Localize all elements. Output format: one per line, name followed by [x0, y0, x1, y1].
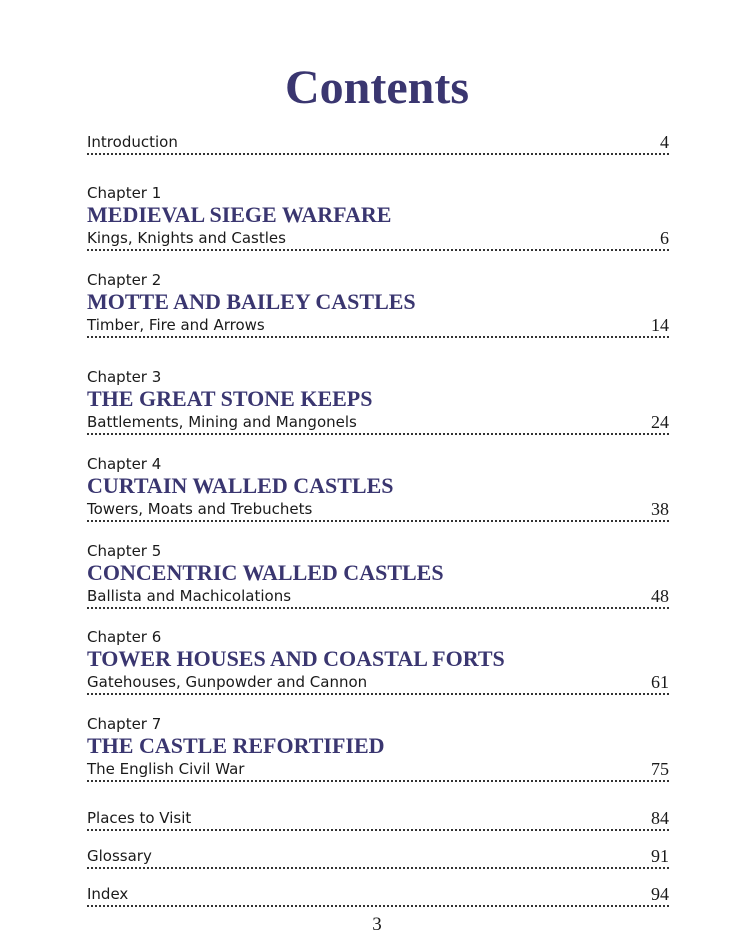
page-number: 94: [651, 884, 669, 904]
entry-label: Introduction: [87, 133, 178, 151]
page-number: 4: [660, 132, 669, 152]
toc-entry-chapter-7[interactable]: [87, 715, 669, 782]
chapter-title: THE GREAT STONE KEEPS: [87, 386, 373, 411]
chapter-title: TOWER HOUSES AND COASTAL FORTS: [87, 646, 505, 671]
chapter-subtitle: Kings, Knights and Castles: [87, 229, 286, 247]
toc-line: [87, 883, 669, 907]
toc-line: [87, 227, 669, 251]
toc-entry-places-to-visit[interactable]: [87, 807, 669, 831]
toc-entry-glossary[interactable]: [87, 845, 669, 869]
chapter-subtitle: Timber, Fire and Arrows: [87, 316, 265, 334]
page-number: 91: [651, 846, 669, 866]
chapter-subtitle: The English Civil War: [87, 760, 245, 778]
toc-line: [87, 498, 669, 522]
toc-entry-chapter-3[interactable]: [87, 368, 669, 435]
page-number: 75: [651, 759, 669, 779]
chapter-subtitle: Battlements, Mining and Mangonels: [87, 413, 357, 431]
chapter-label: Chapter 4: [87, 455, 162, 473]
toc-entry-chapter-6[interactable]: [87, 628, 669, 695]
toc-line: [87, 314, 669, 338]
chapter-title: MEDIEVAL SIEGE WARFARE: [87, 202, 392, 227]
chapter-label: Chapter 7: [87, 715, 162, 733]
toc-line: [87, 845, 669, 869]
page-number: 84: [651, 808, 669, 828]
entry-label: Index: [87, 885, 129, 903]
chapter-subtitle: Towers, Moats and Trebuchets: [87, 500, 313, 518]
page-number: 24: [651, 412, 669, 432]
page-number: 38: [651, 499, 669, 519]
page-number: 48: [651, 586, 669, 606]
chapter-subtitle: Ballista and Machicolations: [87, 587, 292, 605]
toc-line: [87, 411, 669, 435]
chapter-title: CURTAIN WALLED CASTLES: [87, 473, 394, 498]
toc-line: [87, 671, 669, 695]
entry-label: Glossary: [87, 847, 152, 865]
toc-line: [87, 131, 669, 155]
chapter-title: CONCENTRIC WALLED CASTLES: [87, 560, 444, 585]
toc-entry-introduction[interactable]: [87, 131, 669, 155]
chapter-label: Chapter 1: [87, 184, 162, 202]
page-number: 14: [651, 315, 669, 335]
toc-entry-chapter-5[interactable]: [87, 542, 669, 609]
chapter-label: Chapter 6: [87, 628, 162, 646]
chapter-title: MOTTE AND BAILEY CASTLES: [87, 289, 416, 314]
page-title: Contents: [284, 61, 469, 114]
chapter-label: Chapter 5: [87, 542, 162, 560]
toc-line: [87, 585, 669, 609]
page-number: 6: [660, 228, 669, 248]
folio-page-number: 3: [372, 914, 382, 935]
chapter-subtitle: Gatehouses, Gunpowder and Cannon: [87, 673, 368, 691]
toc-line: [87, 807, 669, 831]
toc-entry-chapter-2[interactable]: [87, 271, 669, 338]
toc-line: [87, 758, 669, 782]
toc-entry-chapter-1[interactable]: [87, 184, 669, 251]
toc-entry-chapter-4[interactable]: [87, 455, 669, 522]
chapter-label: Chapter 2: [87, 271, 162, 289]
toc-entry-index[interactable]: [87, 883, 669, 907]
chapter-title: THE CASTLE REFORTIFIED: [87, 733, 385, 758]
chapter-label: Chapter 3: [87, 368, 162, 386]
entry-label: Places to Visit: [87, 809, 192, 827]
page-number: 61: [651, 672, 669, 692]
